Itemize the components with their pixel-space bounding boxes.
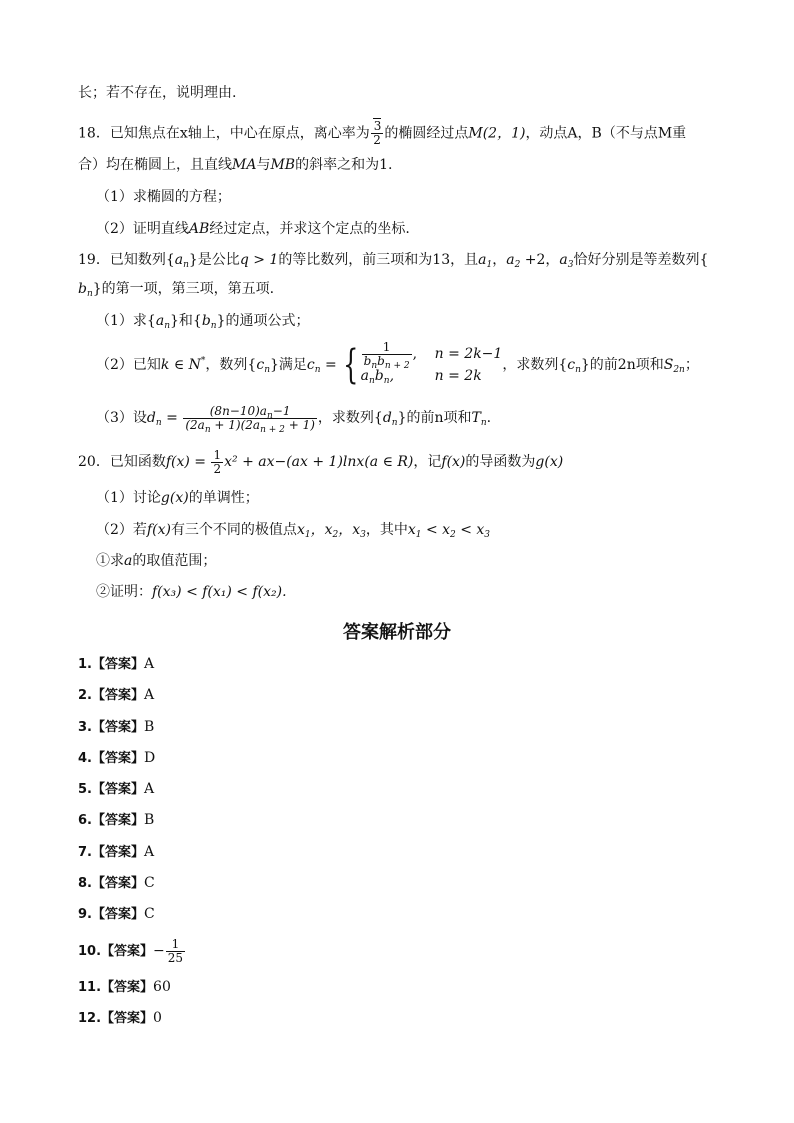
answer-value: A bbox=[144, 781, 155, 797]
case-row-2 bbox=[361, 365, 503, 387]
answer-row: 5.【答案】A bbox=[78, 781, 155, 797]
q20-line1 bbox=[78, 444, 563, 480]
q19-line1 bbox=[78, 251, 708, 269]
answer-value: C bbox=[144, 875, 155, 891]
text: 恰好分别是等差数列{ bbox=[573, 252, 709, 268]
gx: g(x) bbox=[535, 454, 564, 470]
answer-value: 0 bbox=[153, 1010, 162, 1026]
answer-row: 12.【答案】0 bbox=[78, 1010, 162, 1026]
text: . bbox=[486, 410, 492, 426]
text: ，其中 bbox=[365, 522, 408, 538]
text: 的导函数为 bbox=[465, 454, 536, 470]
text: k ∈ N bbox=[160, 357, 201, 373]
text: 经过定点，并求这个定点的坐标. bbox=[209, 221, 410, 237]
denominator: 25 bbox=[167, 950, 184, 965]
ordering: $x_1 < x_2 < x_3$ bbox=[407, 522, 491, 540]
denominator: 2 bbox=[213, 461, 222, 476]
q20-part1 bbox=[96, 489, 259, 507]
answer-value: 60 bbox=[153, 979, 171, 995]
case2-condition: n = 2k bbox=[434, 368, 482, 384]
q18-line1 bbox=[78, 120, 686, 147]
text: 合）均在椭圆上，且直线 bbox=[78, 157, 232, 173]
text: 与 bbox=[256, 157, 271, 173]
answer-fraction bbox=[166, 938, 185, 965]
text: 有三个不同的极值点 bbox=[170, 522, 297, 538]
q20-part2 bbox=[96, 521, 490, 539]
q19-part2 bbox=[96, 339, 699, 388]
text: （1）求椭圆的方程； bbox=[96, 189, 231, 205]
term-a1: $a_1$ bbox=[478, 252, 493, 270]
extreme-points: $x_1$，$x_2$，$x_3$ bbox=[296, 522, 366, 540]
answer-value: B bbox=[144, 719, 155, 735]
text: 的取值范围； bbox=[132, 553, 217, 569]
inequality: f(x₃) < f(x₁) < f(x₂). bbox=[152, 584, 287, 600]
text: （1）求{ bbox=[96, 313, 156, 329]
point-m: M(2，1) bbox=[468, 125, 526, 142]
denominator: $b_nb_{n + 2}$ bbox=[363, 353, 410, 371]
text: ，动点A，B（不与点M重 bbox=[525, 125, 687, 142]
half-fraction bbox=[211, 449, 223, 476]
answer-row: 6.【答案】B bbox=[78, 812, 155, 828]
equals: = bbox=[320, 357, 342, 373]
numerator: 1 bbox=[213, 447, 222, 462]
param-a: a bbox=[124, 553, 133, 569]
fx: f(x) bbox=[146, 522, 171, 538]
answer-value: B bbox=[144, 812, 155, 828]
case2-value: $a_nb_n$, bbox=[360, 368, 395, 386]
text: }的通项公式； bbox=[216, 313, 310, 329]
text: （2）已知 bbox=[96, 357, 161, 373]
seq-a: $a_n$ bbox=[155, 313, 170, 331]
text: （3）设 bbox=[96, 410, 147, 426]
sum-s2n: $S_{2n}$ bbox=[663, 357, 685, 375]
star: * bbox=[200, 356, 206, 366]
numerator: 1 bbox=[166, 938, 185, 952]
text: ， bbox=[492, 252, 507, 268]
text: 的等比数列，前三项和为13，且 bbox=[278, 252, 479, 268]
minus-sign: − bbox=[153, 943, 165, 959]
text: ①求 bbox=[96, 553, 124, 569]
q19-line2 bbox=[78, 280, 274, 298]
seq-b: $b_n$ bbox=[201, 313, 217, 331]
answer-row: 2.【答案】A bbox=[78, 687, 155, 703]
numerator: 1 bbox=[362, 341, 412, 355]
answer-row: 11.【答案】60 bbox=[78, 979, 171, 995]
answer-value: A bbox=[144, 687, 155, 703]
q18-part1 bbox=[96, 188, 231, 206]
text: ，求数列{ bbox=[317, 410, 383, 426]
text: （2）证明直线 bbox=[96, 221, 189, 237]
answer-value: D bbox=[144, 750, 156, 766]
text: 19．已知数列{ bbox=[78, 252, 175, 268]
text: （2）若 bbox=[96, 522, 147, 538]
eccentricity-fraction bbox=[371, 120, 384, 147]
q18-part2 bbox=[96, 220, 410, 238]
line-mb: MB bbox=[270, 157, 296, 173]
ratio-condition: q > 1 bbox=[239, 252, 279, 268]
dn-fraction bbox=[183, 403, 317, 435]
seq-b: $b_n$ bbox=[78, 281, 93, 299]
case-row-1: $\frac{1}{b_nb_{n + 2}}$ , n = 2k−1 bbox=[363, 339, 503, 371]
term-a2: $a_2$ bbox=[506, 252, 521, 270]
text: 的斜率之和为1. bbox=[295, 157, 393, 173]
text: }的前2n项和 bbox=[580, 357, 664, 373]
left-brace-icon: { bbox=[343, 342, 359, 388]
seq-c: $c_n$ bbox=[567, 357, 581, 375]
sum-tn: $T_n$ bbox=[471, 410, 487, 428]
answer-row: 4.【答案】D bbox=[78, 750, 156, 766]
line-ab: AB bbox=[188, 221, 210, 237]
text: 18．已知焦点在x轴上，中心在原点，离心率为 bbox=[78, 125, 370, 142]
sqrt-three: 3 bbox=[373, 119, 382, 133]
q17-tail bbox=[78, 84, 236, 102]
text: +2， bbox=[520, 252, 560, 268]
text: }的第一项，第三项，第五项. bbox=[92, 281, 275, 297]
cn-def: $c_n$ bbox=[306, 357, 321, 375]
text: ； bbox=[684, 357, 699, 373]
answer-value: C bbox=[144, 906, 155, 922]
text: }是公比 bbox=[188, 252, 240, 268]
q20-sub2 bbox=[96, 583, 287, 601]
text: 20．已知函数 bbox=[78, 454, 166, 470]
text: ，记 bbox=[413, 454, 442, 470]
text: 的单调性； bbox=[188, 490, 259, 506]
term-a3: $a_3$ bbox=[559, 252, 574, 270]
function-expression: x² + ax−(ax + 1)lnx(a ∈ R) bbox=[224, 454, 414, 470]
line-ma: MA bbox=[232, 157, 257, 173]
answer-row: 10.【答案】− $\frac{1}{25}$ bbox=[78, 936, 184, 965]
fx: f(x) bbox=[441, 454, 466, 470]
text: }满足 bbox=[269, 357, 307, 373]
case1-condition: n = 2k−1 bbox=[434, 346, 503, 362]
text: ②证明： bbox=[96, 584, 152, 600]
answer-value: A bbox=[144, 656, 155, 672]
dn-def: $d_n$ bbox=[146, 410, 162, 428]
text: 长；若不存在，说明理由. bbox=[78, 85, 237, 101]
k-in-n bbox=[161, 357, 206, 373]
denominator: $(2a_n + 1)(2a_{n + 2} + 1)$ bbox=[185, 417, 315, 435]
q18-line2 bbox=[78, 156, 392, 174]
text: 的椭圆经过点 bbox=[384, 125, 469, 142]
denominator: 2 bbox=[373, 133, 381, 147]
gx: g(x) bbox=[160, 490, 189, 506]
q19-part3: （3）设$d_n$ = $\frac{(8n-10)a_n-1}{(2a_n + 1)(2a_{n + 2} + 1)}$ ，求数列$\{d_n\}$的前n项和$T_n$. bbox=[96, 403, 492, 435]
answer-row: 7.【答案】A bbox=[78, 844, 155, 860]
answer-row: 3.【答案】B bbox=[78, 719, 155, 735]
text: }的前n项和 bbox=[397, 410, 472, 426]
answer-row: 9.【答案】C bbox=[78, 906, 155, 922]
answer-row: 8.【答案】C bbox=[78, 875, 155, 891]
seq-d: $d_n$ bbox=[382, 410, 398, 428]
piecewise-cases bbox=[360, 339, 503, 387]
text: ，数列{ bbox=[205, 357, 257, 373]
text: ，求数列{ bbox=[502, 357, 568, 373]
seq-c: $c_n$ bbox=[256, 357, 270, 375]
q19-part1 bbox=[96, 312, 310, 330]
answers-section-title: 答案解析部分 bbox=[343, 622, 451, 643]
q20-sub1 bbox=[96, 552, 216, 570]
numerator: $(8n-10)a_n-1$ bbox=[183, 405, 317, 419]
answer-value: A bbox=[144, 844, 155, 860]
seq-a: $a_n$ bbox=[174, 252, 189, 270]
text: }和{ bbox=[169, 313, 202, 329]
fx: f(x) = bbox=[165, 454, 211, 470]
answer-row: 1.【答案】A bbox=[78, 656, 155, 672]
text: （1）讨论 bbox=[96, 490, 161, 506]
